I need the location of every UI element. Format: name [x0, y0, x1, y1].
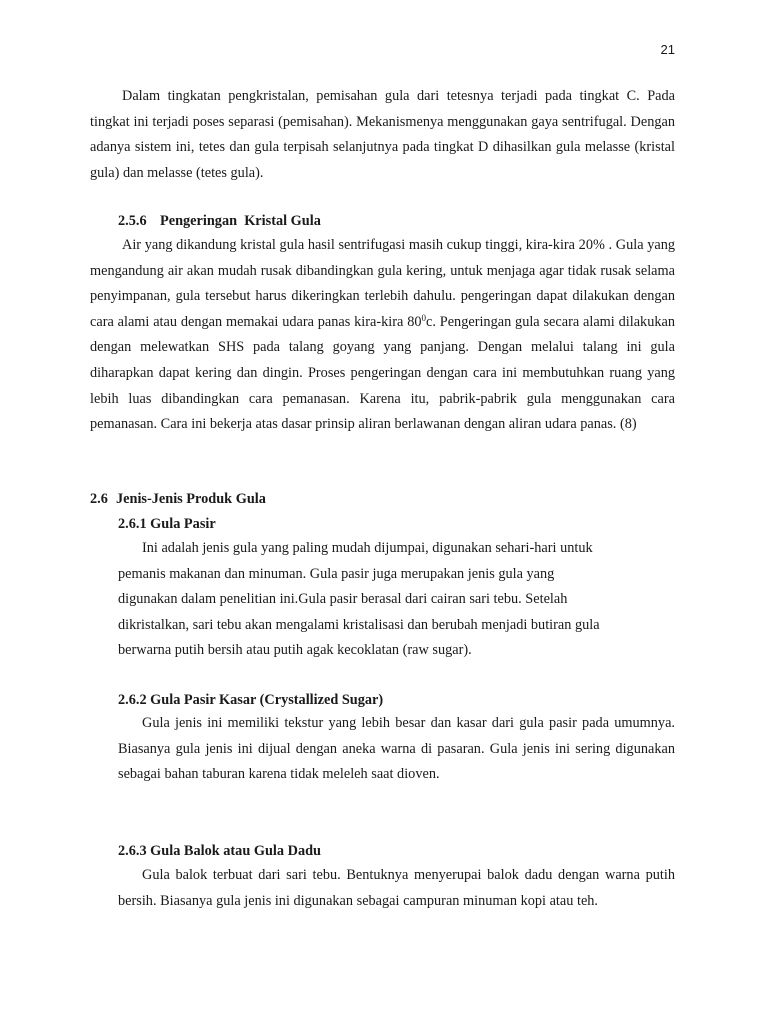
section-2-6-2-heading: 2.6.2 Gula Pasir Kasar (Crystallized Sugar)	[118, 692, 384, 708]
paragraph-line: Ini adalah jenis gula yang paling mudah dijumpai, digunakan sehari-hari untuk	[142, 540, 593, 556]
section-2-6-1-heading: 2.6.1 Gula Pasir	[118, 516, 216, 532]
section-number: 2.5.6	[118, 213, 147, 229]
paragraph-text: Air yang dikandung kristal gula hasil sentrifugasi masih cukup tinggi, kira-kira 20% . Gula yang mengandung air akan mudah rusak dibandingkan gula kering, untuk menjaga agar tidak rusak selama penyimpanan, gula tersebut harus dikeringkan terlebih dahulu. pengeringan dapat dilakukan dengan cara alami atau dengan memakai udara panas kira-kira 80	[90, 237, 675, 330]
section-2-6-3-paragraph: Gula balok terbuat dari sari tebu. Bentuknya menyerupai balok dadu dengan warna putih bersih. Biasanya gula jenis ini digunakan sebagai campuran minuman kopi atau teh.	[118, 867, 675, 909]
section-2-5-6-paragraph	[90, 233, 675, 438]
section-2-6-1-paragraph	[118, 536, 678, 664]
section-number: 2.6	[90, 491, 108, 507]
paragraph-line: dikristalkan, sari tebu akan mengalami kristalisasi dan berubah menjadi butiran gula	[118, 616, 600, 633]
section-2-6-3-heading: 2.6.3 Gula Balok atau Gula Dadu	[118, 843, 321, 859]
paragraph-text-continued: c. Pengeringan gula secara alami dilakukan dengan melewatkan SHS pada talang goyang yang panjang. Dengan melalui talang ini gula diharapkan dapat kering dan dingin. Proses pengeringan dengan cara ini membutuhkan ruang yang lebih luas dibandingkan cara pemanasan. Karena itu, pabrik-pabrik gula menggunakan cara pemanasan. Cara ini bekerja atas dasar prinsip aliran berlawanan dengan aliran udara panas. (8)	[90, 313, 675, 433]
section-title: Pengeringan Kristal Gula	[160, 213, 321, 229]
section-2-5-6-heading	[118, 211, 321, 231]
page-number: 21	[660, 42, 675, 57]
section-title: Jenis-Jenis Produk Gula	[116, 491, 266, 507]
paragraph-line: digunakan dalam penelitian ini.Gula pasir berasal dari cairan sari tebu. Setelah	[118, 591, 568, 608]
paragraph-line: pemanis makanan dan minuman. Gula pasir juga merupakan jenis gula yang	[118, 565, 555, 582]
intro-paragraph: Dalam tingkatan pengkristalan, pemisahan gula dari tetesnya terjadi pada tingkat C. Pada tingkat ini terjadi poses separasi (pemisahan). Mekanismenya menggunakan gaya sentrifugal. Dengan adanya sistem ini, tetes dan gula terpisah selanjutnya pada tingkat D dihasilkan gula melasse (kristal gula) dan melasse (tetes gula).	[90, 88, 675, 181]
paragraph-line: berwarna putih bersih atau putih agak kecoklatan (raw sugar).	[118, 642, 472, 659]
section-2-6-heading	[90, 489, 266, 509]
section-2-6-2-paragraph: Gula jenis ini memiliki tekstur yang lebih besar dan kasar dari gula pasir pada umumnya. Biasanya gula jenis ini dijual dengan aneka warna di pasaran. Gula jenis ini sering digunakan sebagai bahan taburan karena tidak meleleh saat dioven.	[118, 715, 675, 783]
superscript-degree: 0	[421, 312, 426, 323]
